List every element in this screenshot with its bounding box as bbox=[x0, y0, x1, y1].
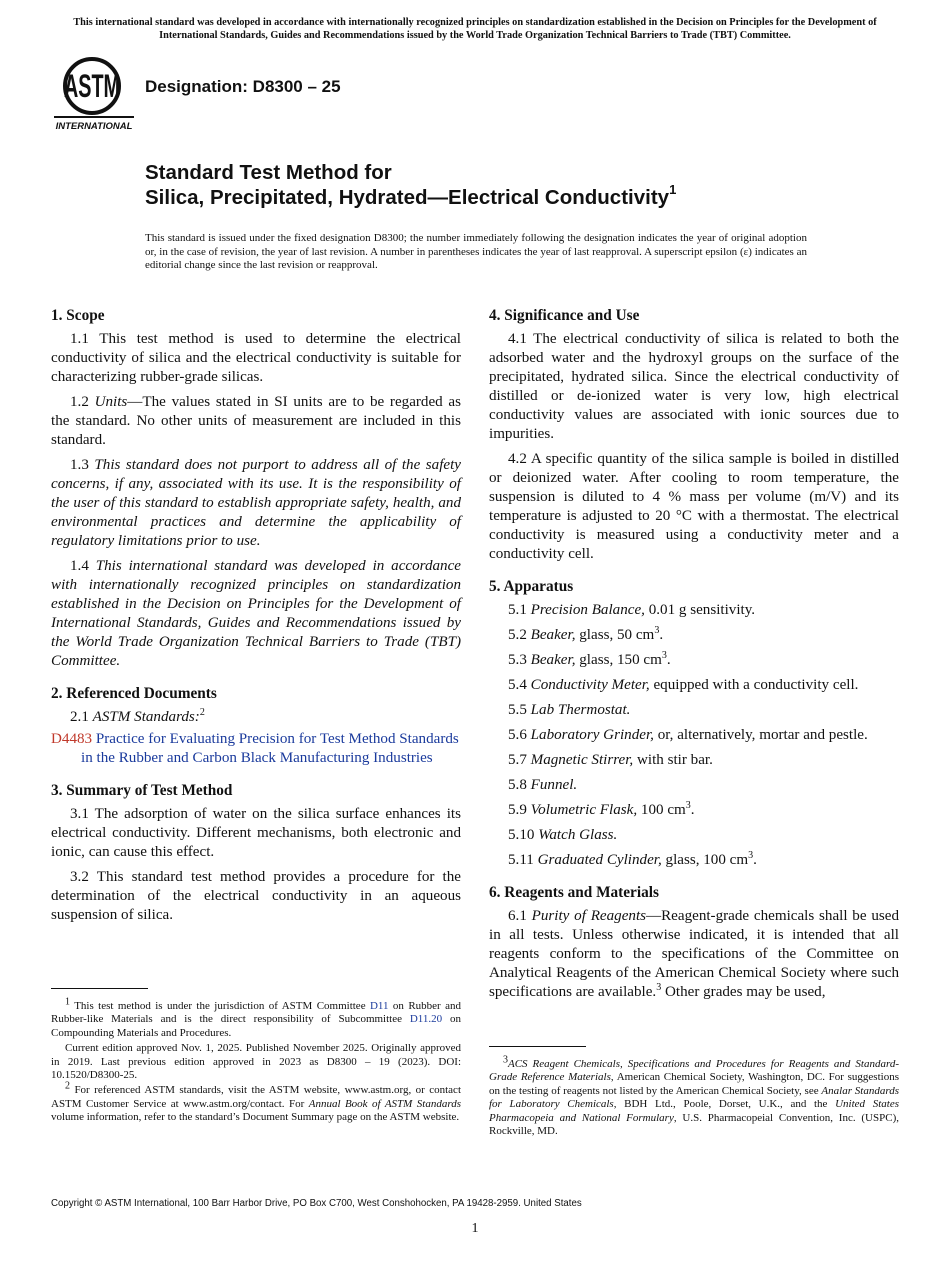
footnote-rule bbox=[489, 1046, 586, 1047]
apparatus-item: 5.5 Lab Thermostat. bbox=[508, 702, 631, 718]
astm-logo-text: ASTM bbox=[64, 68, 120, 105]
paragraph-1-2: 1.2 Units—The values stated in SI units are to be regarded as the standard. No other units of measurement are included in this standard. bbox=[51, 394, 461, 448]
footnote-rule bbox=[51, 988, 148, 989]
section-summary bbox=[51, 781, 461, 925]
committee-d11-link[interactable]: D11 bbox=[369, 1000, 389, 1012]
paragraph-6-1: 6.1 Purity of Reagents—Reagent-grade chemicals shall be used in all tests. Unless otherwise indicated, it is intended that all reagents conform to the specifications of the Committee on Analytical Reagents of the American Chemical Society where such specifications are available.$^3$ Other grades may be used, bbox=[489, 908, 900, 1000]
reference-d4483-link[interactable] bbox=[51, 730, 461, 768]
section-reagents bbox=[489, 883, 899, 1002]
paragraph-1-1: 1.1 This test method is used to determine the electrical conductivity of silica and the electrical conductivity is suitable for characterizing rubber-grade silicas. bbox=[51, 331, 461, 385]
apparatus-item: 5.4 Conductivity Meter, equipped with a conductivity cell. bbox=[508, 677, 859, 693]
section-scope bbox=[51, 306, 461, 671]
section-heading: 6. Reagents and Materials bbox=[489, 884, 659, 901]
apparatus-item: 5.8 Funnel. bbox=[508, 777, 578, 793]
footnotes-right bbox=[489, 1046, 899, 1140]
apparatus-item: 5.3 Beaker, glass, 150 $cm^3$. bbox=[508, 649, 671, 668]
reference-title[interactable]: Practice for Evaluating Precision for Test Method Standards in the Rubber and Carbon Black Manufacturing Industries bbox=[81, 731, 459, 766]
section-heading: 4. Significance and Use bbox=[489, 307, 640, 324]
section-apparatus bbox=[489, 577, 899, 870]
paragraph-3-1: 3.1 The adsorption of water on the silica surface enhances its electrical conductivity. Different mechanisms, both electronic and ionic, can cause this effect. bbox=[51, 806, 461, 860]
trade-banner: This international standard was developed in accordance with internationally recognized principles on standardization established in the Decision on Principles for the Development of International Standards, Guides and Recommendations issued by the World Trade Organization Technical Barriers to Trade (TBT) Committee. bbox=[73, 17, 877, 41]
apparatus-item: 5.2 Beaker, glass, 50 $cm^3$. bbox=[508, 624, 664, 643]
section-significance bbox=[489, 306, 899, 564]
footnote-1-edition: Current edition approved Nov. 1, 2025. Published November 2025. Originally approved in 2019. Last previous edition approved in 2023 as D8300 – 19 (2023). DOI: 10.1520/D8300-25. bbox=[51, 1042, 461, 1082]
section-heading: 5. Apparatus bbox=[489, 578, 574, 595]
section-heading: 2. Referenced Documents bbox=[51, 685, 217, 702]
paragraph-1-3: 1.3 This standard does not purport to address all of the safety concerns, if any, associated with its use. It is the responsibility of the user of this standard to establish appropriate safety, health, and environmental practices and determine the applicability of regulatory limitations prior to use. bbox=[51, 457, 462, 549]
left-column bbox=[51, 306, 461, 938]
title-footnote-mark: 1 bbox=[669, 182, 677, 198]
apparatus-item: 5.7 Magnetic Stirrer, with stir bar. bbox=[508, 752, 713, 768]
paragraph-1-4: 1.4 This international standard was developed in accordance with internationally recognized principles on standardization established in the Decision on Principles for the Development of International Standards, Guides and Recommendations issued by the World Trade Organization Technical Barriers to Trade (TBT) Committee. bbox=[51, 558, 461, 669]
document-title bbox=[145, 160, 676, 210]
right-column bbox=[489, 306, 899, 1015]
footnote-1: $^1$ This test method is under the jurisdiction of ASTM Committee D11 on Rubber and Rubber-like Materials and is the direct responsibility of Subcommittee D11.20 on Compounding Materials and Procedures. bbox=[51, 996, 462, 1039]
subcommittee-d11-20-link[interactable]: D11.20 bbox=[409, 1013, 443, 1026]
paragraph-4-2: 4.2 A specific quantity of the silica sample is boiled in distilled or deionized water. After cooling to room temperature, the suspension is diluted to 4 % mass per volume (m/V) and its temperature is adjusted to 20 °C with a thermostat. The electrical conductivity is measured using a conductivity meter and a conductivity cell. bbox=[489, 451, 899, 562]
apparatus-item: 5.10 Watch Glass. bbox=[508, 827, 618, 843]
issuance-note: This standard is issued under the fixed designation D8300; the number immediately following the designation indicates the year of original adoption or, in the case of revision, the year of last revision. A number in parentheses indicates the year of last reapproval. A superscript epsilon (ε) indicates an editorial change since the last revision or reapproval. bbox=[145, 232, 807, 272]
astm-logo-subtext: INTERNATIONAL bbox=[55, 121, 133, 132]
copyright-notice: Copyright © ASTM International, 100 Barr Harbor Drive, PO Box C700, West Conshohocken, PA 19428-2959. United States bbox=[51, 1198, 582, 1209]
reference-code[interactable]: D4483 bbox=[51, 731, 93, 747]
title-line-2: Silica, Precipitated, Hydrated—Electrical Conductivity$^1$ bbox=[145, 182, 677, 209]
footnote-2: $^2$ For referenced ASTM standards, visit the ASTM website, www.astm.org, or contact ASTM Customer Service at www.astm.org/contact. For Annual Book of ASTM Standards volume information, refer to the standard’s Document Summary page on the ASTM website. bbox=[51, 1080, 461, 1124]
designation: Designation: D8300 – 25 bbox=[145, 77, 341, 96]
astm-logo bbox=[52, 56, 136, 132]
footnotes-left bbox=[51, 988, 461, 1127]
apparatus-item: 5.9 Volumetric Flask, 100 $cm^3$. bbox=[508, 799, 695, 818]
apparatus-item: 5.6 Laboratory Grinder, or, alternatively, mortar and pestle. bbox=[508, 727, 868, 743]
title-line-1: Standard Test Method for bbox=[145, 161, 392, 184]
footnote-3: $^3$ACS Reagent Chemicals, Specifications and Procedures for Reagents and Standard-Grade Reference Materials, American Chemical Society, Washington, DC. For suggestions on the testing of reagents not listed by the American Chemical Society, see Analar Standards for Laboratory Chemicals, BDH Ltd., Poole, Dorset, U.K., and the United States Pharmacopeia and National Formulary, U.S. Pharmacopeial Convention, Inc. (USPC), Rockville, MD. bbox=[489, 1054, 899, 1138]
apparatus-item: 5.11 Graduated Cylinder, glass, 100 $cm^3$. bbox=[508, 849, 757, 868]
paragraph-3-2: 3.2 This standard test method provides a procedure for the determination of the electrical conductivity in an aqueous suspension of silica. bbox=[51, 869, 461, 923]
section-heading: 1. Scope bbox=[51, 307, 105, 324]
paragraph-4-1: 4.1 The electrical conductivity of silica is related to both the adsorbed water and the hydroxyl groups on the surface of the precipitated, hydrated silica. Since the electrical conductivity of distilled or de-ionized water is very low, high electrical conductivity values are associated with ionic sources due to impurities. bbox=[489, 331, 899, 442]
page-number: 1 bbox=[471, 1221, 479, 1236]
apparatus-item: 5.1 Precision Balance, 0.01 g sensitivity. bbox=[508, 602, 756, 618]
section-heading: 3. Summary of Test Method bbox=[51, 782, 233, 799]
paragraph-2-1: 2.1 ASTM Standards:$^2$ bbox=[70, 706, 205, 725]
section-referenced-documents bbox=[51, 684, 461, 768]
